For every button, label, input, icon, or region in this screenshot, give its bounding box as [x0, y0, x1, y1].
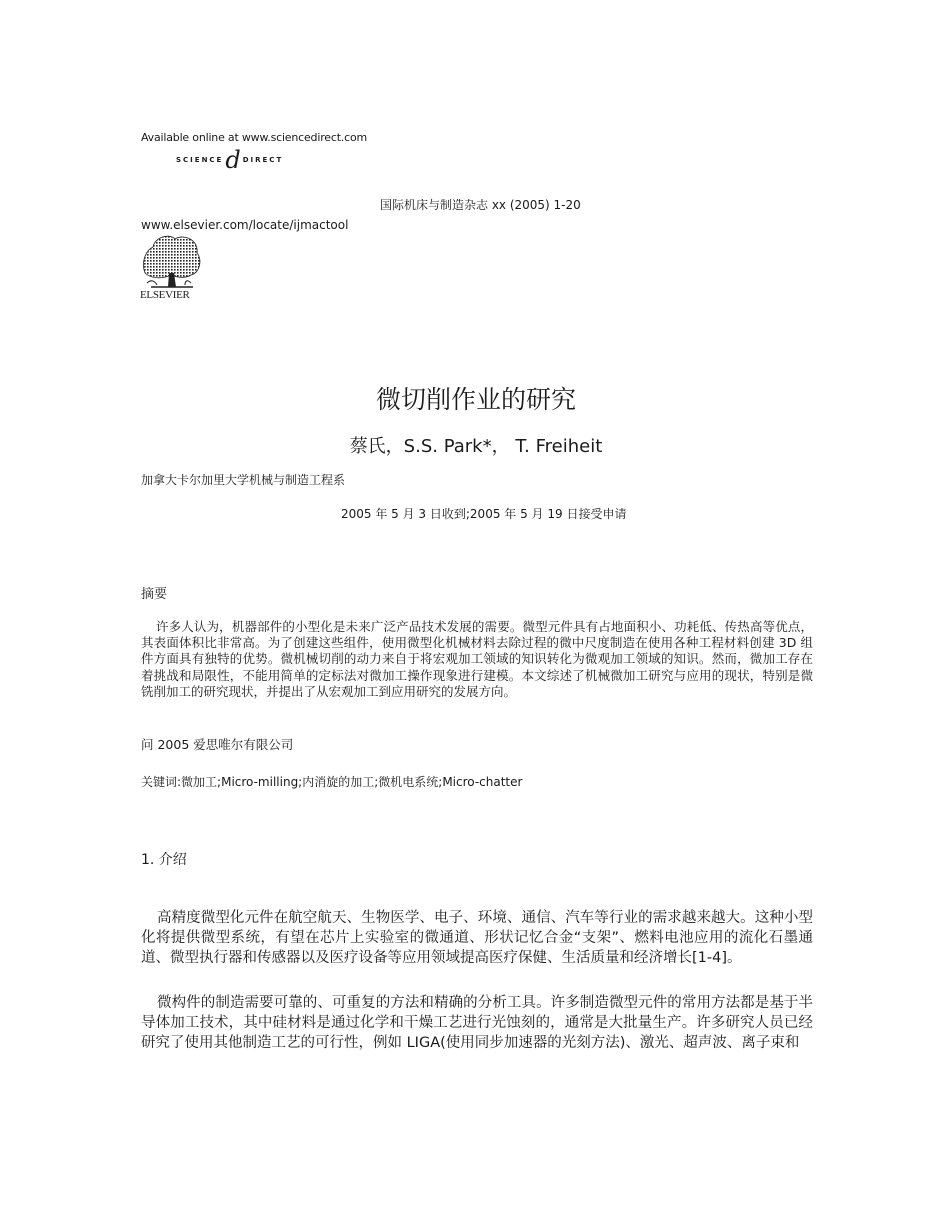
- logo-science-word: SCIENCE: [176, 156, 224, 164]
- article-authors: 蔡氏，S.S. Park*， T. Freiheit: [349, 436, 603, 457]
- author-affiliation: 加拿大卡尔加里大学机械与制造工程系: [141, 473, 346, 487]
- elsevier-tree-icon: [141, 233, 203, 289]
- journal-citation: 国际机床与制造杂志 xx (2005) 1-20: [380, 198, 581, 212]
- elsevier-url[interactable]: www.elsevier.com/locate/ijmactool: [141, 218, 349, 232]
- intro-paragraph-1: 高精度微型化元件在航空航天、生物医学、电子、环境、通信、汽车等行业的需求越来越大。这种小型化将提供微型系统，有望在芯片上实验室的微通道、形状记忆合金“支架”、燃料电池应用的流化石墨通道、微型执行器和传感器以及医疗设备等应用领域提高医疗保健、生活质量和经济增长[1-4]。: [141, 910, 813, 966]
- logo-at-symbol: d: [225, 146, 241, 174]
- abstract-heading: 摘要: [141, 587, 168, 602]
- available-online-note: Available online at www.sciencedirect.com: [141, 131, 367, 144]
- received-accepted-dates: 2005 年 5 月 3 日收到;2005 年 5 月 19 日接受申请: [341, 507, 627, 521]
- copyright-notice: 问 2005 爱思唯尔有限公司: [141, 737, 294, 752]
- elsevier-logo-text: ELSEVIER: [140, 289, 190, 301]
- abstract-body: 许多人认为，机器部件的小型化是未来广泛产品技术发展的需要。微型元件具有占地面积小、功耗低、传热高等优点，其表面体积比非常高。为了创建这些组件，使用微型化机械材料去除过程的微中尺度制造在使用各种工程材料创建 3D 组件方面具有独特的优势。微机械切削的动力来自于将宏观加工领域的知识转化为微观加工领域的知识。然而，微加工存在着挑战和局限性，不能用简单的定标法对微加工操作现象进行建模。本文综述了机械微加工研究与应用的现状，特别是微铣削加工的研究现状，并提出了从宏观加工到应用研究的发展方向。: [141, 619, 813, 699]
- article-title: 微切削作业的研究: [375, 385, 576, 414]
- section-heading-introduction: 1. 介绍: [141, 852, 187, 868]
- sciencedirect-logo: [176, 147, 283, 173]
- keywords-line: 关键词:微加工;Micro-milling;内消旋的加工;微机电系统;Micro-chatter: [141, 775, 523, 789]
- logo-direct-word: DIRECT: [242, 156, 284, 164]
- intro-paragraph-2: 微构件的制造需要可靠的、可重复的方法和精确的分析工具。许多制造微型元件的常用方法都是基于半导体加工技术，其中硅材料是通过化学和干燥工艺进行光蚀刻的，通常是大批量生产。许多研究人员已经研究了使用其他制造工艺的可行性，例如 LIGA(使用同步加速器的光刻方法)、激光、超声波、离子束和: [141, 995, 813, 1051]
